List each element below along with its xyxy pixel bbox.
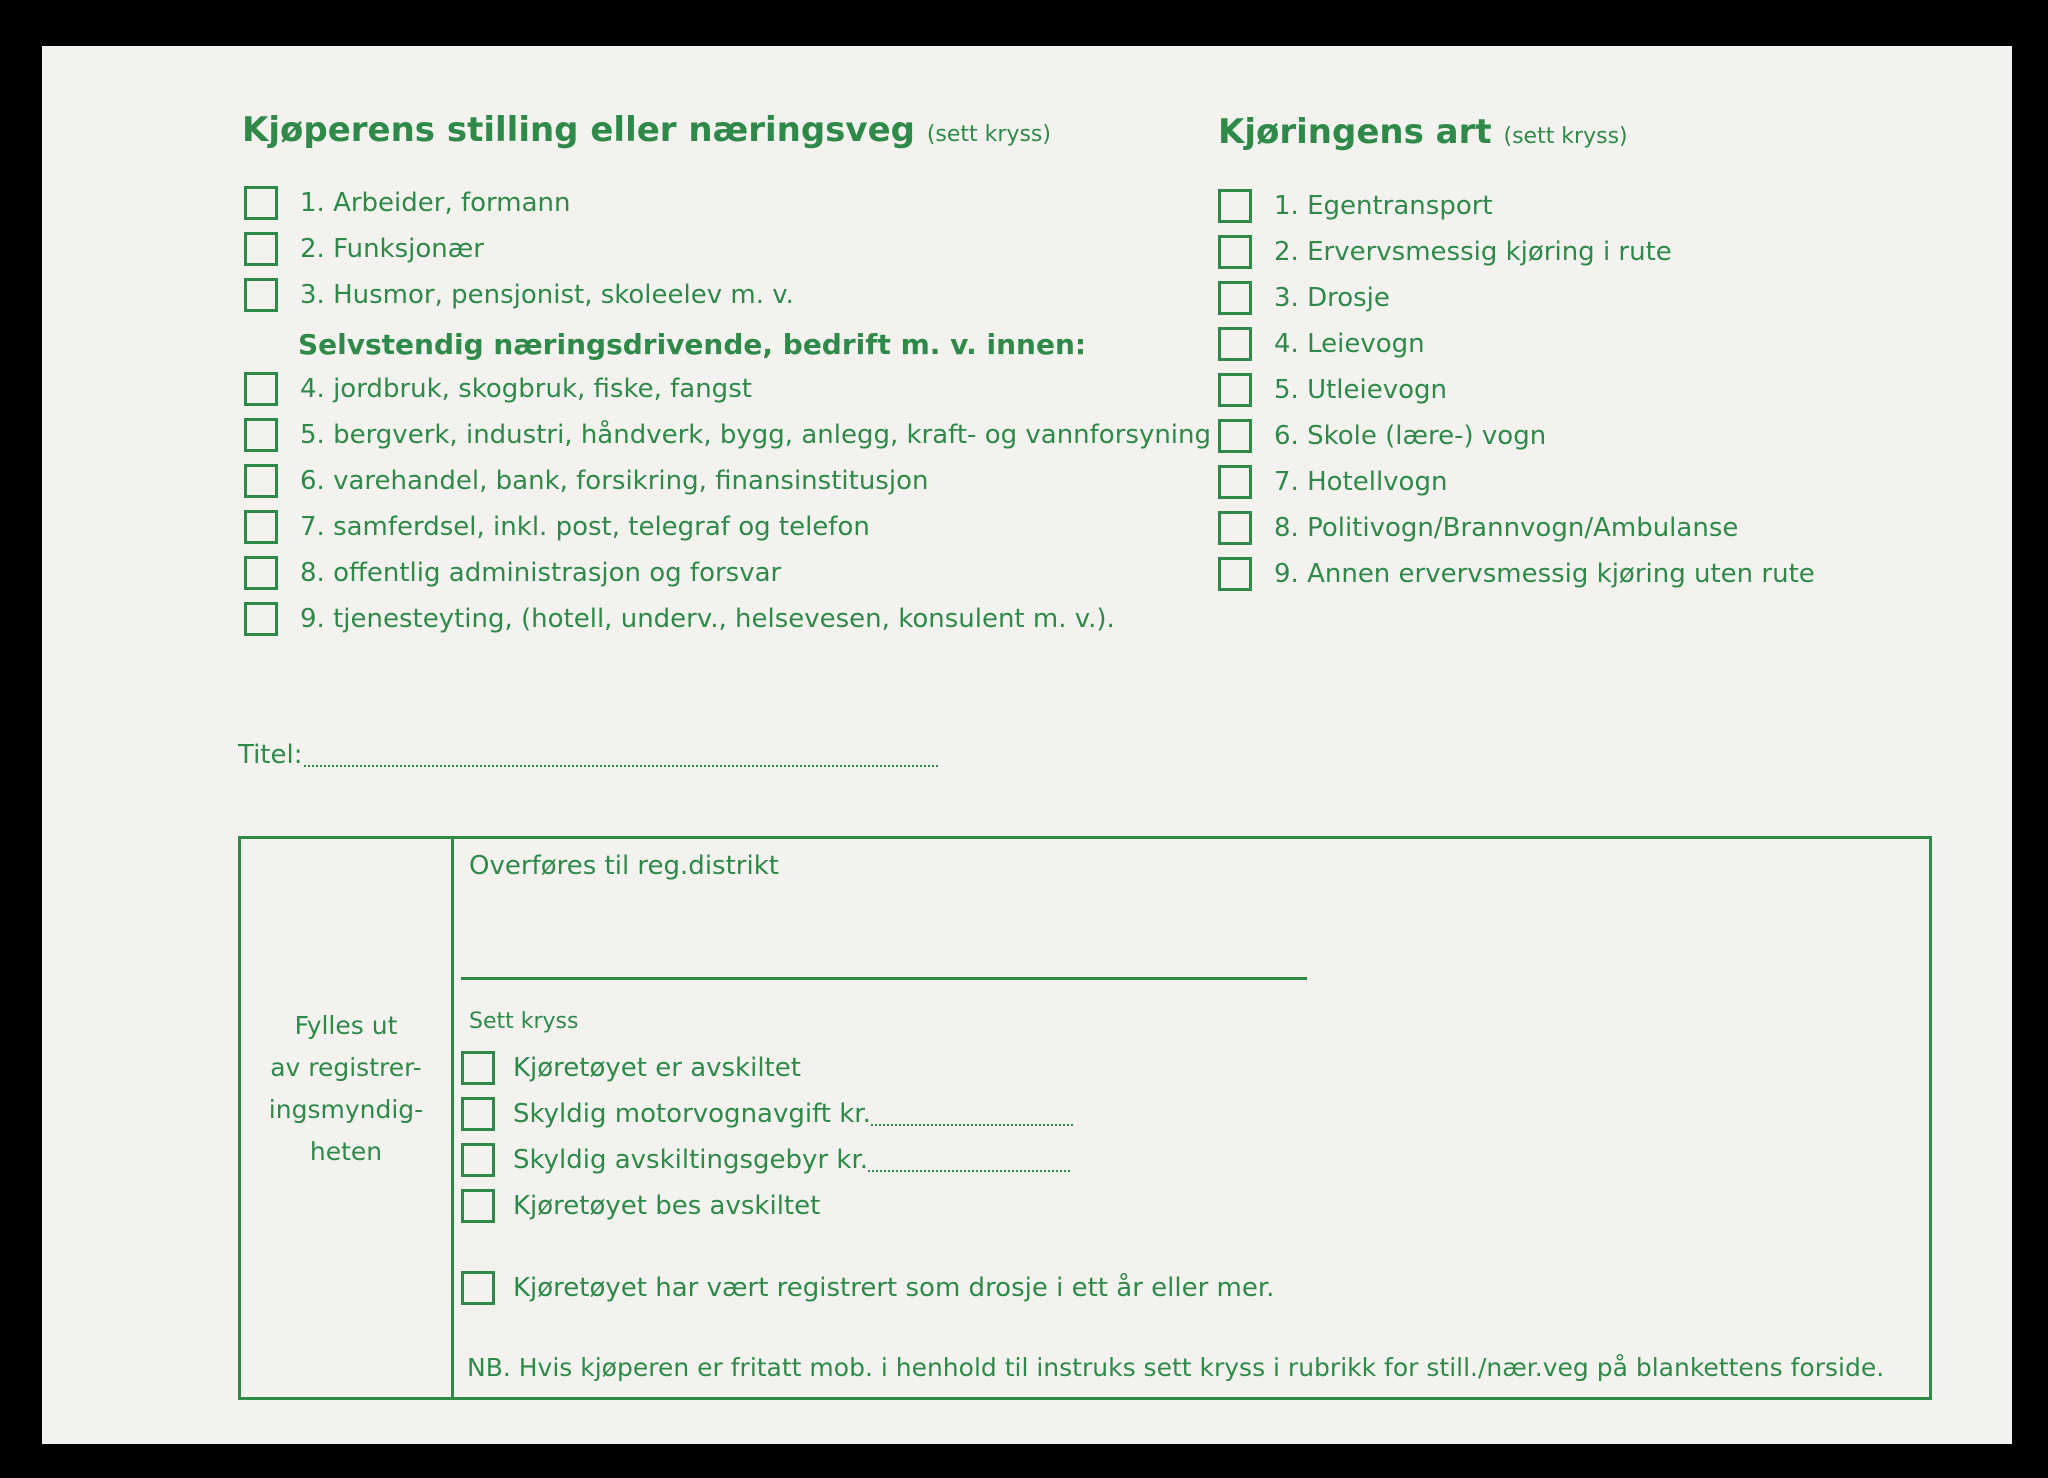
driving-type-item-6[interactable] bbox=[1218, 419, 1546, 453]
left-heading bbox=[242, 110, 1051, 150]
item-label: Kjøretøyet er avskiltet bbox=[513, 1053, 801, 1083]
occupation-item-8[interactable] bbox=[244, 556, 781, 590]
transfer-district-line[interactable] bbox=[461, 977, 1307, 980]
check-avskiltingsgebyr[interactable] bbox=[461, 1143, 1070, 1177]
driving-type-item-2[interactable] bbox=[1218, 235, 1672, 269]
checkbox[interactable] bbox=[244, 232, 278, 266]
item-label: 8. offentlig administrasjon og forsvar bbox=[300, 558, 782, 588]
checkbox[interactable] bbox=[244, 418, 278, 452]
item-label: 6. varehandel, bank, forsikring, finansinstitusjon bbox=[300, 466, 929, 496]
amount-dotted-line[interactable] bbox=[868, 1148, 1070, 1172]
sett-kryss-label: Sett kryss bbox=[469, 1009, 579, 1034]
occupation-item-2[interactable] bbox=[244, 232, 484, 266]
driving-type-item-5[interactable] bbox=[1218, 373, 1447, 407]
checkbox[interactable] bbox=[244, 464, 278, 498]
titel-field[interactable] bbox=[238, 740, 938, 770]
occupation-item-1[interactable] bbox=[244, 186, 571, 220]
box-divider bbox=[451, 839, 454, 1397]
item-label: 3. Husmor, pensjonist, skoleelev m. v. bbox=[300, 280, 794, 310]
check-motorvognavgift[interactable] bbox=[461, 1097, 1073, 1131]
driving-type-item-4[interactable] bbox=[1218, 327, 1425, 361]
checkbox[interactable] bbox=[461, 1189, 495, 1223]
left-heading-hint: (sett kryss) bbox=[926, 122, 1051, 147]
item-label: Skyldig motorvognavgift kr. bbox=[513, 1099, 871, 1129]
checkbox[interactable] bbox=[461, 1097, 495, 1131]
item-label: 5. Utleievogn bbox=[1274, 375, 1448, 405]
nb-note: NB. Hvis kjøperen er fritatt mob. i henhold til instruks sett kryss i rubrikk for still./nær.veg på blankettens forside. bbox=[467, 1353, 1885, 1382]
item-label: 2. Funksjonær bbox=[300, 234, 484, 264]
occupation-item-9[interactable] bbox=[244, 602, 1115, 636]
titel-label: Titel: bbox=[238, 740, 303, 770]
driving-type-item-1[interactable] bbox=[1218, 189, 1493, 223]
side-label-line: Fylles ut bbox=[294, 1011, 398, 1040]
driving-type-item-9[interactable] bbox=[1218, 557, 1815, 591]
self-employed-subheading: Selvstendig næringsdrivende, bedrift m. v. innen: bbox=[298, 328, 1087, 361]
item-label: Kjøretøyet har vært registrert som drosje i ett år eller mer. bbox=[513, 1273, 1275, 1303]
checkbox[interactable] bbox=[244, 278, 278, 312]
item-label: 4. Leievogn bbox=[1274, 329, 1425, 359]
driving-type-item-7[interactable] bbox=[1218, 465, 1447, 499]
check-bes-avskiltet[interactable] bbox=[461, 1189, 820, 1223]
checkbox[interactable] bbox=[1218, 557, 1252, 591]
checkbox[interactable] bbox=[461, 1051, 495, 1085]
item-label: 9. Annen ervervsmessig kjøring uten rute bbox=[1274, 559, 1815, 589]
item-label: 2. Ervervsmessig kjøring i rute bbox=[1274, 237, 1672, 267]
titel-dotted-line[interactable] bbox=[304, 743, 938, 767]
check-avskiltet[interactable] bbox=[461, 1051, 801, 1085]
checkbox[interactable] bbox=[1218, 327, 1252, 361]
checkbox[interactable] bbox=[244, 556, 278, 590]
item-label: 1. Arbeider, formann bbox=[300, 188, 571, 218]
driving-type-item-8[interactable] bbox=[1218, 511, 1738, 545]
occupation-item-6[interactable] bbox=[244, 464, 928, 498]
item-label: 8. Politivogn/Brannvogn/Ambulanse bbox=[1274, 513, 1739, 543]
registry-authority-box bbox=[238, 836, 1932, 1400]
occupation-item-5[interactable] bbox=[244, 418, 1211, 452]
checkbox[interactable] bbox=[244, 510, 278, 544]
right-heading-hint: (sett kryss) bbox=[1503, 124, 1628, 149]
checkbox[interactable] bbox=[461, 1271, 495, 1305]
side-label-line: av registrer- bbox=[270, 1053, 422, 1082]
item-label: 4. jordbruk, skogbruk, fiske, fangst bbox=[300, 374, 752, 404]
checkbox[interactable] bbox=[461, 1143, 495, 1177]
occupation-item-3[interactable] bbox=[244, 278, 794, 312]
checkbox[interactable] bbox=[1218, 419, 1252, 453]
occupation-item-7[interactable] bbox=[244, 510, 870, 544]
checkbox[interactable] bbox=[1218, 235, 1252, 269]
checkbox[interactable] bbox=[244, 186, 278, 220]
registry-side-label bbox=[241, 1005, 451, 1173]
side-label-line: heten bbox=[309, 1137, 383, 1166]
checkbox[interactable] bbox=[244, 372, 278, 406]
amount-dotted-line[interactable] bbox=[871, 1102, 1073, 1126]
occupation-item-4[interactable] bbox=[244, 372, 752, 406]
checkbox[interactable] bbox=[1218, 373, 1252, 407]
checkbox[interactable] bbox=[1218, 281, 1252, 315]
form-sheet bbox=[42, 46, 2012, 1444]
item-label: 6. Skole (lære-) vogn bbox=[1274, 421, 1547, 451]
item-label: 7. samferdsel, inkl. post, telegraf og telefon bbox=[300, 512, 870, 542]
transfer-label: Overføres til reg.distrikt bbox=[469, 851, 779, 881]
item-label: Skyldig avskiltingsgebyr kr. bbox=[513, 1145, 869, 1175]
left-heading-title: Kjøperens stilling eller næringsveg bbox=[242, 110, 915, 150]
right-heading-title: Kjøringens art bbox=[1218, 112, 1492, 152]
checkbox[interactable] bbox=[244, 602, 278, 636]
item-label: 5. bergverk, industri, håndverk, bygg, anlegg, kraft- og vannforsyning bbox=[300, 420, 1212, 450]
checkbox[interactable] bbox=[1218, 189, 1252, 223]
item-label: 3. Drosje bbox=[1274, 283, 1390, 313]
item-label: 7. Hotellvogn bbox=[1274, 467, 1448, 497]
checkbox[interactable] bbox=[1218, 465, 1252, 499]
item-label: Kjøretøyet bes avskiltet bbox=[513, 1191, 821, 1221]
right-heading bbox=[1218, 112, 1628, 152]
item-label: 1. Egentransport bbox=[1274, 191, 1493, 221]
item-label: 9. tjenesteyting, (hotell, underv., helsevesen, konsulent m. v.). bbox=[300, 604, 1115, 634]
driving-type-item-3[interactable] bbox=[1218, 281, 1390, 315]
checkbox[interactable] bbox=[1218, 511, 1252, 545]
side-label-line: ingsmyndig- bbox=[268, 1095, 424, 1124]
check-drosje-ett-aar[interactable] bbox=[461, 1271, 1274, 1305]
